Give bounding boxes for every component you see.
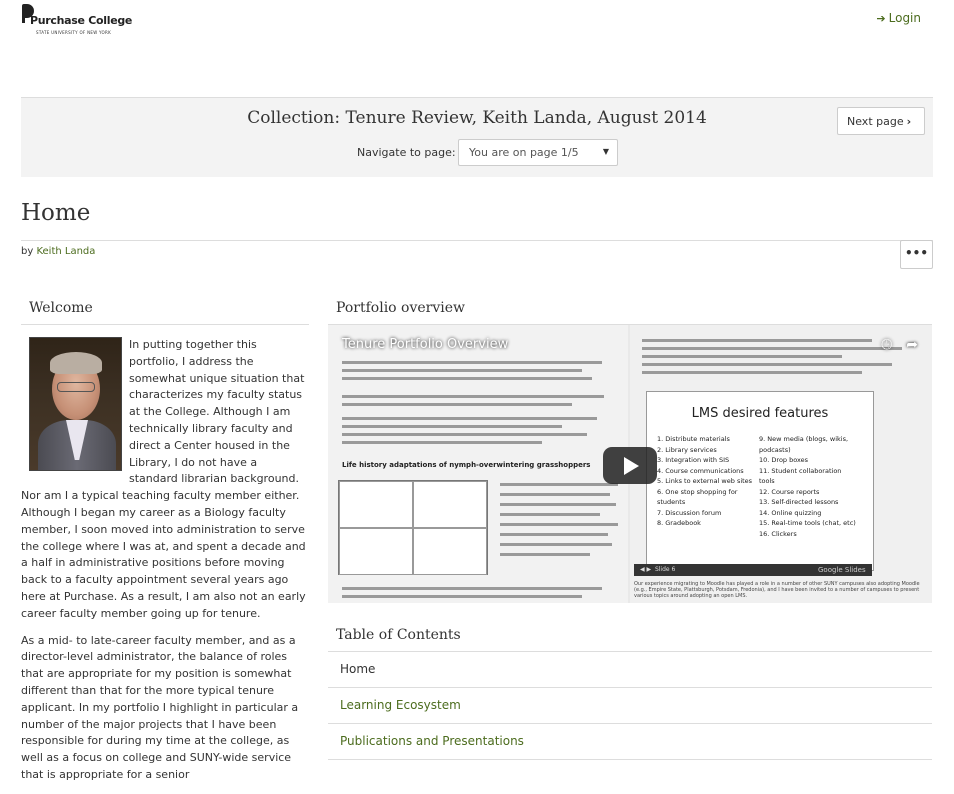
byline xyxy=(21,246,95,257)
video-actions xyxy=(867,337,918,353)
lms-feature-item: 16. Clickers xyxy=(759,529,797,538)
logo-name: Purchase College xyxy=(30,14,133,27)
welcome-paragraph: In putting together this portfolio, I address the somewhat unique situation that characterizes my faculty status at the College. Although I am technically library faculty and direct a Center housed in the Library, I do not have a standard librarian background. Nor am I a typical teaching faculty member either. Although I began my career as a Biology faculty member, I soon moved into administration to serve the college where I was at, and spent a decade and a half in administrative positions before moving back to a faculty appointment several years ago here at Purchase. As a result, I am also not an early career faculty member going up for tenure. xyxy=(21,338,306,620)
google-slides-brand: Google Slides xyxy=(812,564,872,576)
features-column-2 xyxy=(759,434,856,539)
share-icon[interactable]: ➦ xyxy=(906,337,918,353)
table-of-contents xyxy=(328,623,932,760)
toc-title: Table of Contents xyxy=(328,623,932,652)
lms-feature-item: 6. One stop shopping for xyxy=(657,487,738,496)
slide-left-page xyxy=(328,325,628,603)
lms-feature-item: 4. Course communications xyxy=(657,466,744,475)
slide-controls[interactable]: ◀ ▶ Slide 6 xyxy=(634,564,866,576)
page-select[interactable] xyxy=(458,139,618,166)
page-select-value: You are on page 1/5 xyxy=(469,146,579,159)
growth-chart-figure xyxy=(338,480,488,575)
lms-feature-item: students xyxy=(657,498,686,506)
next-page-label: Next page xyxy=(847,115,904,128)
lms-card-title: LMS desired features xyxy=(691,406,829,421)
watch-later-icon[interactable]: 🕒︎ xyxy=(881,337,893,353)
slide-caption: Our experience migrating to Moodle has played a role in a number of other SUNY campuses also adopting Moodle (e.g., Empire State, Plattsburgh, Potsdam, Fredonia), and I have been invited to a number of campuses to present various topics around adopting an open LMS. xyxy=(634,581,920,599)
author-link[interactable]: Keith Landa xyxy=(36,246,96,257)
welcome-body xyxy=(21,325,309,784)
lms-feature-item: 7. Discussion forum xyxy=(657,508,722,517)
sign-in-icon: ➔ xyxy=(876,12,886,25)
lms-feature-item: 15. Real-time tools (chat, etc) xyxy=(759,519,856,527)
lms-feature-item: 5. Links to external web sites xyxy=(657,477,753,485)
portfolio-title: Portfolio overview xyxy=(336,300,466,316)
lms-feature-item: 14. Online quizzing xyxy=(759,508,822,517)
more-options-button[interactable]: ••• xyxy=(900,240,933,269)
toc-item-publications[interactable]: Publications and Presentations xyxy=(328,724,932,760)
video-embed[interactable] xyxy=(328,324,932,603)
next-page-button[interactable] xyxy=(837,107,925,135)
byline-prefix: by xyxy=(21,246,34,257)
lms-features-card xyxy=(646,391,874,571)
top-header xyxy=(0,0,954,44)
lms-feature-item: 11. Student collaboration xyxy=(759,466,842,475)
navigate-label: Navigate to page: xyxy=(357,146,456,159)
page-title: Home xyxy=(21,200,91,226)
features-column-1 xyxy=(657,434,752,529)
collection-title: Collection: Tenure Review, Keith Landa, August 2014 xyxy=(247,108,707,128)
caret-down-icon: ▼ xyxy=(602,147,609,156)
login-link[interactable] xyxy=(876,11,921,25)
login-label: Login xyxy=(888,11,921,25)
collection-navigation-panel xyxy=(21,97,933,177)
video-title: Tenure Portfolio Overview xyxy=(342,337,509,352)
lms-feature-item: 9. New media (blogs, wikis, xyxy=(759,435,849,443)
welcome-block xyxy=(21,296,309,794)
toc-item-home[interactable]: Home xyxy=(328,652,932,688)
logo-subtitle: STATE UNIVERSITY OF NEW YORK xyxy=(36,30,112,35)
author-photo xyxy=(29,337,122,471)
lms-feature-item: 10. Drop boxes xyxy=(759,456,809,464)
lms-feature-item: 8. Gradebook xyxy=(657,519,701,527)
welcome-paragraph: As a mid- to late-career faculty member, and as a director-level administrator, the balance of roles that are appropriate for my position is somewhat different than that for the more typical tenure applicant. In my portfolio I highlight in particular a number of the major projects that I have been responsible for during my time at the college, as well as a focus on college and SUNY-wide service that is appropriate for a senior xyxy=(21,633,299,781)
welcome-title: Welcome xyxy=(21,296,309,325)
toc-item-learning-ecosystem[interactable]: Learning Ecosystem xyxy=(328,688,932,724)
slide-label: Slide 6 xyxy=(654,566,676,573)
lms-feature-item: podcasts) xyxy=(759,445,791,454)
chevron-right-icon: › xyxy=(906,115,912,128)
lms-feature-item: 12. Course reports xyxy=(759,487,820,496)
lms-feature-item: 13. Self-directed lessons xyxy=(759,498,839,506)
lms-feature-item: tools xyxy=(759,477,775,485)
play-button[interactable] xyxy=(603,447,657,484)
portfolio-overview-block xyxy=(328,296,932,760)
lms-feature-item: 1. Distribute materials xyxy=(657,435,730,443)
purchase-college-logo[interactable] xyxy=(22,4,132,38)
slide-left-heading: Life history adaptations of nymph-overwintering grasshoppers xyxy=(342,461,591,469)
title-divider xyxy=(21,240,933,241)
lms-feature-item: 3. Integration with SIS xyxy=(657,456,730,464)
slide-right-page xyxy=(630,325,932,603)
lms-feature-item: 2. Library services xyxy=(657,445,717,454)
